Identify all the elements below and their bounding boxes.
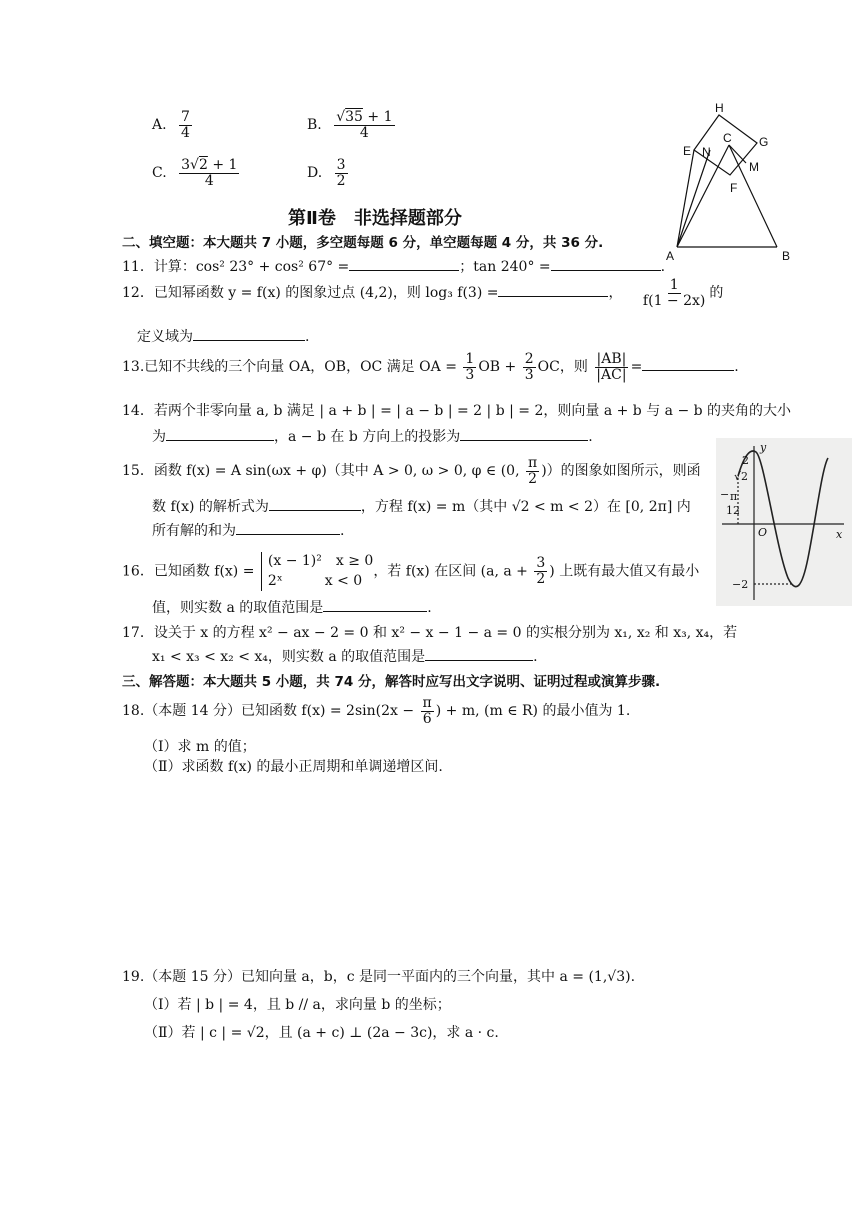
solve-header: 三、解答题：本大题共 5 小题，共 74 分，解答时应写出文字说明、证明过程或演算步骤. [122, 674, 661, 690]
question-19-part1: （Ⅰ）若 | b | = 4，且 b // a，求向量 b 的坐标； [144, 997, 451, 1013]
label-m: M [749, 160, 759, 174]
segment-ac [677, 145, 729, 247]
option-a-value: $\frac{7}{4}$ [181, 109, 190, 141]
question-19: 19.（本题 15 分）已知向量 a，b，c 是同一平面内的三个向量，其中 a = (1,√3). [122, 969, 636, 985]
segment-ae [677, 150, 694, 247]
option-a [152, 110, 194, 140]
option-c-value: $\frac{3√2 + 1}{4}$ [181, 157, 238, 189]
blank-14b[interactable] [460, 426, 588, 441]
blank-15b[interactable] [236, 520, 340, 535]
sine-graph-figure [716, 438, 852, 606]
svg-text:π: π [730, 490, 738, 503]
question-18-part2: （Ⅱ）求函数 f(x) 的最小正周期和单调递增区间. [144, 759, 443, 775]
segment-an [677, 150, 710, 247]
label-g: G [759, 135, 769, 149]
blank-13[interactable] [642, 356, 734, 371]
blank-15a[interactable] [269, 496, 361, 511]
blank-12b[interactable] [193, 326, 305, 341]
question-11: 11．计算：cos² 23° + cos² 67° = ；tan 240° = . [122, 256, 665, 276]
svg-text:2: 2 [742, 454, 749, 467]
question-18-part1: （Ⅰ）求 m 的值； [144, 739, 256, 755]
question-13: 13.已知不共线的三个向量 OA，OB，OC 满足 OA = $\frac{1}{3}$ OB + $\frac{2}{3}$ OC，则 $\frac{|AB|}{|AC|}$ = . [122, 351, 739, 383]
segment-cm [729, 145, 746, 163]
question-16: 16．已知函数 f(x) = (x − 1)² x ≥ 0 2ˣ x < 0 ，若 f(x) 在区间 (a, a + $\frac{3}{2}$ ) 上既有最大值又有最小 [122, 552, 699, 591]
label-c: C [723, 131, 732, 145]
svg-text:−2: −2 [732, 578, 749, 591]
geometry-figure [660, 98, 800, 266]
label-e: E [683, 144, 692, 158]
question-15: 15．函数 f(x) = A sin(ωx + φ)（其中 A > 0, ω > 0, φ ∈ (0, $\frac{\pi}{2}$ )）的图象如图所示，则函 [122, 455, 701, 487]
question-19-part2: （Ⅱ）若 | c | = √2，且 (a + c) ⊥ (2a − 3c)，求 a · c. [144, 1025, 499, 1041]
label-b: B [782, 249, 791, 263]
option-b [307, 110, 397, 140]
option-d-label: D. [307, 165, 323, 182]
question-12-line2: 定义域为 . [137, 326, 309, 346]
option-d-value: $\frac{3}{2}$ [336, 157, 346, 189]
question-18: 18.（本题 14 分）已知函数 f(x) = 2sin(2x − $\frac{\pi}{6}$ ) + m, (m ∈ R) 的最小值为 1. [122, 695, 631, 727]
svg-text:−: − [720, 488, 730, 501]
label-h: H [715, 101, 724, 115]
question-12: 12．已知幂函数 y = f(x) 的图象过点 (4,2)，则 log₃ f(3) = ， $\frac{1}{f(1 - 2x)}$ 的 [122, 277, 724, 309]
blank-11a[interactable] [349, 256, 459, 271]
question-17: 17．设关于 x 的方程 x² − ax − 2 = 0 和 x² − x − 1 − a = 0 的实根分别为 x₁, x₂ 和 x₃, x₄，若 [122, 625, 738, 641]
question-16-line2: 值，则实数 a 的取值范围是 . [152, 597, 432, 617]
option-c-label: C. [152, 165, 167, 182]
option-a-label: A. [152, 117, 167, 134]
option-d [307, 158, 350, 188]
question-15-line3: 所有解的和为 . [152, 520, 344, 540]
blank-14a[interactable] [166, 426, 274, 441]
svg-text:x: x [836, 528, 843, 541]
label-a: A [666, 249, 675, 263]
option-c [152, 158, 241, 188]
label-n: N [702, 145, 711, 159]
question-15-line2: 数 f(x) 的解析式为 ，方程 f(x) = m（其中 √2 < m < 2）在 [0, 2π] 内 [152, 496, 691, 516]
blank-11b[interactable] [551, 256, 661, 271]
svg-text:12: 12 [726, 504, 740, 517]
svg-text:O: O [758, 526, 768, 539]
question-17-line2: x₁ < x₃ < x₂ < x₄，则实数 a 的取值范围是 . [152, 646, 538, 666]
blank-16[interactable] [323, 597, 427, 612]
svg-text:y: y [760, 441, 767, 454]
label-f: F [730, 181, 738, 195]
question-14: 14．若两个非零向量 a, b 满足 | a + b | = | a − b | = 2 | b | = 2，则向量 a + b 与 a − b 的夹角的大小 [122, 403, 792, 419]
section-title: 第Ⅱ卷 非选择题部分 [288, 208, 462, 229]
question-14-line2: 为 ，a − b 在 b 方向上的投影为 . [152, 426, 593, 446]
option-b-value: $\frac{√35 + 1}{4}$ [336, 109, 393, 141]
option-b-label: B. [307, 117, 322, 134]
fill-in-header: 二、填空题：本大题共 7 小题，多空题每题 6 分，单空题每题 4 分，共 36 分. [122, 235, 604, 251]
blank-12a[interactable] [498, 282, 608, 297]
blank-17[interactable] [425, 646, 533, 661]
svg-text:√2: √2 [734, 470, 749, 483]
